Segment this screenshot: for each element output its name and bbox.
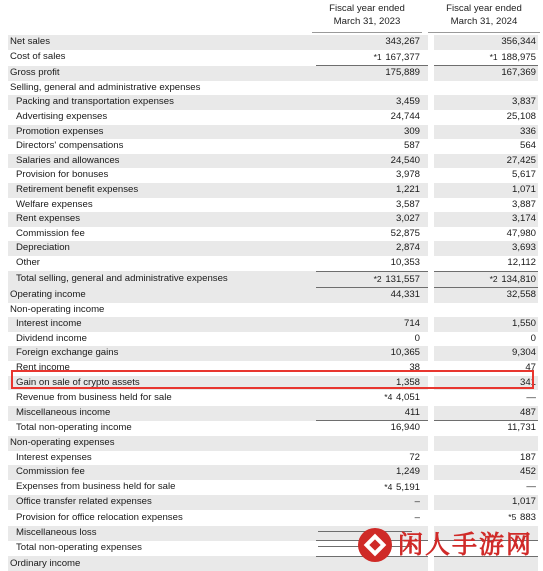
- amount: –: [414, 511, 420, 523]
- amount: 343,267: [385, 36, 420, 47]
- value-fy2024: [434, 421, 538, 436]
- row-label: Cost of sales: [10, 51, 66, 63]
- watermark: [358, 526, 538, 566]
- value-fy2024: [434, 317, 538, 332]
- value-fy2024: [434, 183, 538, 198]
- column-header-fy2023-line1: Fiscal year ended: [329, 3, 405, 14]
- value-fy2023: [316, 154, 428, 169]
- value-fy2024: [434, 390, 538, 406]
- row-label: Depreciation: [8, 241, 316, 256]
- value-fy2024: [434, 346, 538, 361]
- amount: 44,331: [390, 289, 420, 301]
- row-label: Interest income: [8, 317, 316, 332]
- value-fy2023: [316, 303, 428, 318]
- table-row: [8, 332, 538, 347]
- amount: 24,744: [390, 110, 420, 122]
- amount: 24,540: [390, 154, 420, 166]
- watermark-text: 闲人手游网: [398, 530, 534, 559]
- amount: 1,221: [395, 183, 420, 195]
- value-fy2023: [316, 198, 428, 213]
- row-label: Other: [16, 257, 40, 269]
- amount: 3,459: [395, 96, 420, 108]
- amount: 587: [403, 140, 420, 152]
- row-label: Dividend income: [16, 332, 87, 344]
- income-statement-table: [8, 35, 538, 571]
- table-row: [8, 436, 538, 451]
- value-fy2024: [434, 110, 538, 125]
- table-row: [8, 451, 538, 466]
- value-fy2024: [434, 288, 538, 303]
- value-fy2024: [434, 125, 538, 140]
- amount: 411: [404, 406, 420, 418]
- amount: 1,249: [395, 466, 420, 478]
- amount: 452: [519, 466, 536, 478]
- amount: 1,017: [511, 496, 536, 508]
- table-row: [8, 50, 538, 66]
- value-fy2023: [316, 139, 428, 154]
- value-fy2024: [434, 480, 538, 496]
- value-fy2023: [316, 271, 428, 288]
- amount: 309: [403, 125, 420, 137]
- value-fy2024: [434, 212, 538, 227]
- table-row: [8, 390, 538, 406]
- amount: 3,887: [511, 198, 536, 210]
- amount: 3,978: [395, 169, 420, 181]
- amount: 1,358: [395, 376, 420, 388]
- value-fy2023: [316, 50, 428, 66]
- amount: 72: [409, 451, 420, 463]
- table-row: [8, 125, 538, 140]
- table-row: [8, 317, 538, 332]
- value-fy2024: [434, 139, 538, 154]
- value-fy2023: [316, 66, 428, 81]
- table-row: [8, 406, 538, 421]
- table-row: [8, 35, 538, 50]
- value-fy2023: [316, 390, 428, 406]
- value-fy2024: [434, 271, 538, 288]
- table-row: [8, 183, 538, 198]
- amount: 341: [519, 376, 536, 388]
- amount: 12,112: [507, 256, 536, 268]
- amount: 187: [519, 451, 536, 463]
- value-fy2023: [316, 421, 428, 436]
- amount: 32,558: [506, 289, 536, 301]
- row-label: Operating income: [8, 288, 316, 303]
- amount: 3,027: [395, 213, 420, 225]
- value-fy2023: [316, 480, 428, 496]
- row-label: Ordinary income: [8, 556, 316, 571]
- note-marker: *5: [508, 512, 517, 522]
- value-fy2023: [316, 81, 428, 96]
- amount: 27,425: [506, 154, 536, 166]
- table-row: [8, 110, 538, 125]
- table-row: [8, 241, 538, 256]
- value-fy2023: [316, 346, 428, 361]
- table-row: [8, 495, 538, 510]
- table-row: [8, 288, 538, 303]
- value-fy2024: [434, 227, 538, 242]
- row-label: Gain on sale of crypto assets: [8, 376, 316, 391]
- row-label: Welfare expenses: [16, 198, 93, 210]
- value-fy2023: [316, 288, 428, 303]
- value-fy2023: [316, 465, 428, 480]
- row-label: Commission fee: [16, 227, 85, 239]
- value-fy2023: [316, 227, 428, 242]
- amount: 356,344: [501, 36, 536, 47]
- value-fy2023: [316, 95, 428, 110]
- value-fy2023: [316, 125, 428, 140]
- table-row: [8, 256, 538, 271]
- amount: 714: [403, 318, 420, 330]
- row-label: Directors' compensations: [16, 140, 124, 152]
- note-marker: *4: [384, 392, 393, 403]
- amount: 4,051: [395, 392, 420, 404]
- amount: 3,837: [511, 96, 536, 108]
- value-fy2023: [316, 35, 428, 50]
- value-fy2024: [434, 66, 538, 81]
- amount: 9,304: [511, 347, 536, 359]
- amount: 52,875: [390, 227, 420, 239]
- value-fy2024: [434, 451, 538, 466]
- value-fy2024: [434, 406, 538, 421]
- highlight-box-crypto-gain: [11, 370, 534, 389]
- value-fy2023: [316, 317, 428, 332]
- table-row: [8, 421, 538, 436]
- value-fy2023: [316, 495, 428, 510]
- value-fy2024: [434, 303, 538, 318]
- column-header-fy2023: [312, 2, 422, 28]
- amount: –: [414, 496, 420, 508]
- amount: 38: [409, 362, 420, 374]
- value-fy2023: [316, 168, 428, 183]
- amount: 11,731: [507, 422, 536, 434]
- amount: 16,940: [390, 422, 420, 434]
- row-label: Gross profit: [8, 66, 316, 81]
- amount: 3,587: [395, 198, 420, 210]
- row-label: Non-operating income: [10, 303, 105, 315]
- row-label: Office transfer related expenses: [8, 495, 316, 510]
- value-fy2023: [316, 110, 428, 125]
- amount: 10,353: [390, 256, 420, 268]
- amount: 3,174: [511, 213, 536, 225]
- row-label: Miscellaneous loss: [8, 526, 316, 541]
- row-label: Interest expenses: [16, 451, 92, 463]
- table-row: [8, 154, 538, 169]
- amount: 487: [519, 406, 536, 418]
- amount: 1,071: [511, 183, 536, 195]
- amount: 25,108: [506, 110, 536, 122]
- value-fy2024: [434, 35, 538, 50]
- table-row: [8, 271, 538, 288]
- value-fy2024: [434, 465, 538, 480]
- note-marker: *2: [489, 273, 498, 284]
- amount: 564: [519, 140, 536, 152]
- row-label: Advertising expenses: [16, 110, 108, 122]
- amount: 47,980: [506, 227, 536, 239]
- table-row: [8, 168, 538, 183]
- header-rule-fy2023: [312, 32, 422, 33]
- note-marker: *1: [373, 51, 382, 62]
- amount: 167,377: [385, 51, 420, 63]
- value-fy2023: [316, 332, 428, 347]
- amount: 3,693: [511, 242, 536, 254]
- value-fy2024: [434, 495, 538, 510]
- value-fy2023: [316, 183, 428, 198]
- note-marker: *1: [489, 51, 498, 62]
- header-rule-fy2024: [428, 32, 540, 33]
- amount: 131,557: [385, 273, 420, 285]
- row-label: Retirement benefit expenses: [8, 183, 316, 198]
- row-label: Promotion expenses: [8, 125, 316, 140]
- table-row: [8, 480, 538, 496]
- table-row: [8, 346, 538, 361]
- value-fy2024: [434, 198, 538, 213]
- value-fy2023: [316, 406, 428, 421]
- value-fy2024: [434, 95, 538, 110]
- column-header-fy2024-line1: Fiscal year ended: [446, 3, 522, 14]
- row-label: Provision for bonuses: [16, 169, 109, 181]
- table-row: [8, 66, 538, 81]
- row-label: Total non-operating expenses: [16, 542, 142, 554]
- row-label: Provision for office relocation expenses: [16, 511, 183, 523]
- amount: 883: [519, 512, 536, 523]
- amount: 167,369: [501, 67, 536, 79]
- note-marker: *2: [373, 273, 382, 284]
- amount: 1,550: [511, 318, 536, 330]
- row-label: Net sales: [8, 35, 316, 50]
- table-row: [8, 139, 538, 154]
- amount: 188,975: [501, 51, 536, 63]
- column-header-fy2023-line2: March 31, 2023: [333, 16, 401, 27]
- value-fy2023: [316, 256, 428, 271]
- row-label: Packing and transportation expenses: [8, 95, 316, 110]
- amount: 5,617: [511, 169, 536, 181]
- value-fy2024: [434, 154, 538, 169]
- row-label: Total non-operating income: [16, 422, 132, 434]
- amount: 175,889: [385, 67, 420, 79]
- value-fy2024: [434, 241, 538, 256]
- row-label: Total selling, general and administrative expenses: [8, 271, 316, 288]
- table-row: [8, 303, 538, 318]
- value-fy2023: [316, 510, 428, 526]
- amount: 47: [525, 362, 536, 374]
- value-fy2024: [434, 332, 538, 347]
- amount: —: [526, 481, 536, 493]
- amount: 336: [519, 125, 536, 137]
- table-row: [8, 81, 538, 96]
- row-label: Non-operating expenses: [8, 436, 316, 451]
- column-header-fy2024: [428, 2, 540, 28]
- amount: —: [526, 391, 536, 403]
- value-fy2024: [434, 168, 538, 183]
- row-label: Rent income: [16, 362, 70, 374]
- amount: 5,191: [395, 481, 420, 493]
- row-label: Revenue from business held for sale: [16, 391, 172, 403]
- value-fy2024: [434, 436, 538, 451]
- table-row: [8, 227, 538, 242]
- row-label: Commission fee: [8, 465, 316, 480]
- amount: 10,365: [390, 347, 420, 359]
- row-label: Salaries and allowances: [8, 154, 316, 169]
- row-label: Miscellaneous income: [8, 406, 316, 421]
- value-fy2023: [316, 212, 428, 227]
- table-row: [8, 212, 538, 227]
- table-row: [8, 95, 538, 110]
- amount: 134,810: [501, 273, 536, 285]
- row-label: Selling, general and administrative expenses: [10, 81, 201, 93]
- value-fy2023: [316, 451, 428, 466]
- table-row: [8, 510, 538, 526]
- value-fy2024: [434, 510, 538, 526]
- amount: 0: [530, 332, 536, 344]
- row-label: Expenses from business held for sale: [16, 481, 176, 493]
- value-fy2024: [434, 256, 538, 271]
- amount: 0: [414, 332, 420, 344]
- row-label: Rent expenses: [8, 212, 316, 227]
- row-label: Foreign exchange gains: [8, 346, 316, 361]
- value-fy2024: [434, 81, 538, 96]
- value-fy2023: [316, 241, 428, 256]
- value-fy2023: [316, 436, 428, 451]
- column-header-fy2024-line2: March 31, 2024: [450, 16, 518, 27]
- value-fy2024: [434, 50, 538, 66]
- note-marker: *4: [384, 481, 393, 492]
- table-row: [8, 465, 538, 480]
- table-row: [8, 198, 538, 213]
- watermark-logo-icon: [358, 528, 392, 562]
- amount: 2,874: [395, 242, 420, 254]
